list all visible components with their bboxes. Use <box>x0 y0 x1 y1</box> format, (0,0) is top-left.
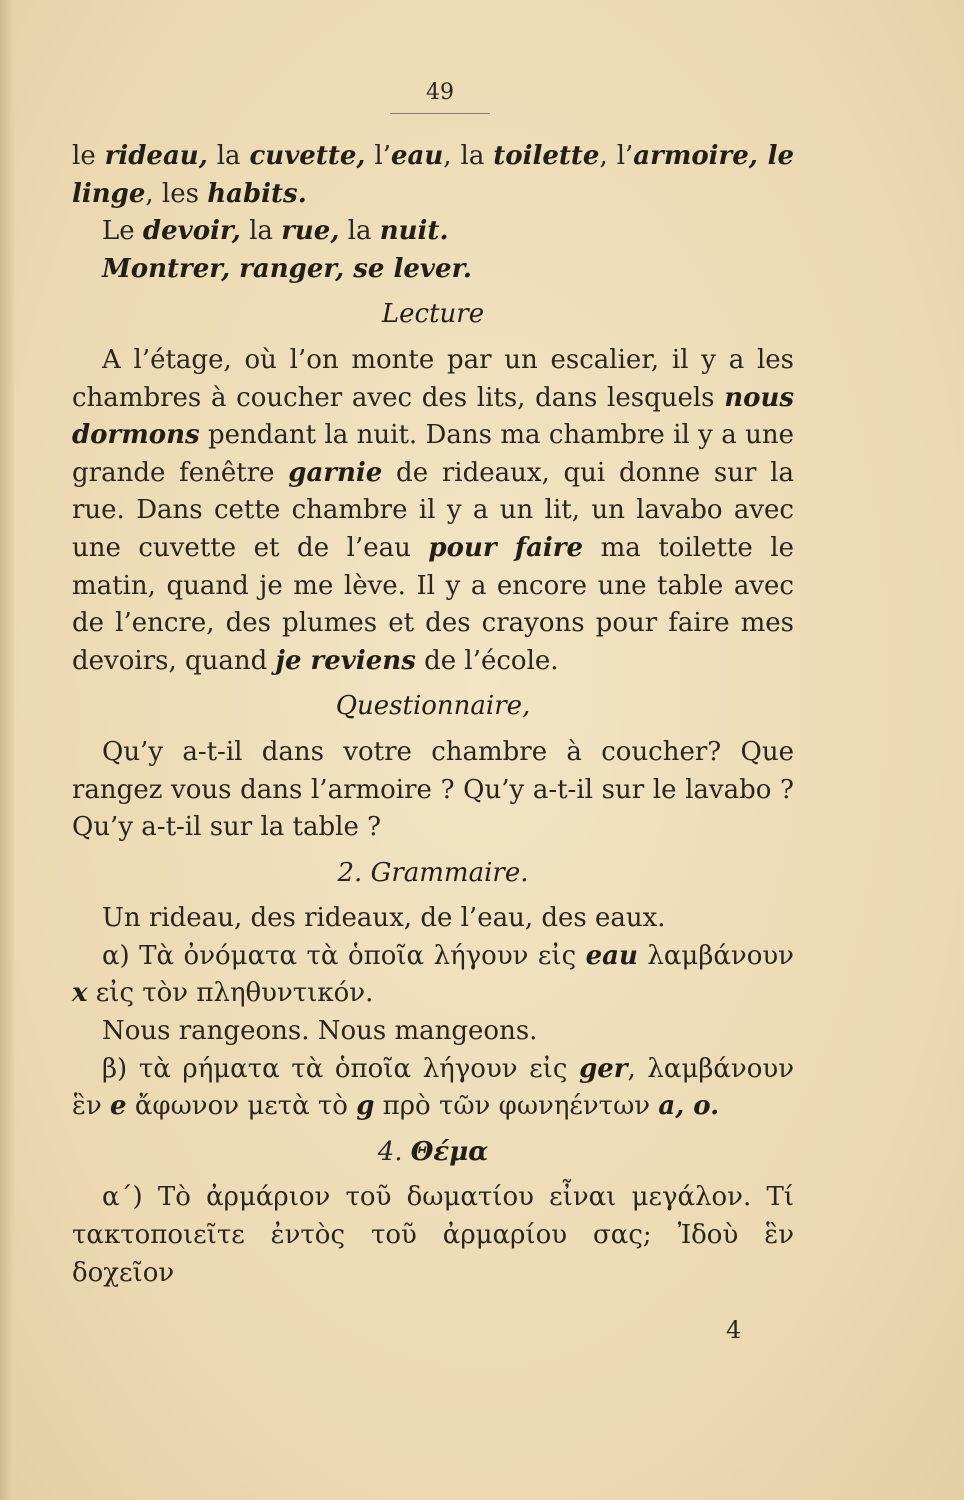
thema-number: 4. <box>377 1136 403 1167</box>
vocab-line-3: Montrer, ranger, se lever. <box>102 253 472 284</box>
grammar-rule-b: β) τὰ ρήματα τὰ ὁποῖα λήγουν εἰς ger, λαμβάνουν ἓν e ἄφωνον μετὰ τὸ g πρὸ τῶν φωνηέντων a, o. <box>72 1053 795 1122</box>
questionnaire-paragraph: Qu’y a-t-il dans votre chambre à coucher? Que rangez vous dans l’armoire ? Qu’y a-t-il sur le lavabo ? Qu’y a-t-il sur la table ? <box>72 736 794 843</box>
signature-mark: 4 <box>726 1316 742 1344</box>
page-number-rule <box>390 113 490 114</box>
lecture-paragraph: A l’étage, où l’on monte par un escalier, il y a les chambres à coucher avec des lits, dans lesquels nous dormons pendant la nuit. Dans ma chambre il y a une grande fenêtre garnie de rideaux, qui donne sur la rue. Dans cette chambre il y a un lit, un lavabo avec une cuvette et de l’eau pour faire ma toilette le matin, quand je me lève. Il y a encore une table avec de l’encre, des plumes et des crayons pour faire mes devoirs, quand je reviens de l’école. <box>72 344 794 676</box>
grammar-line-2: Nous rangeons. Nous mangeons. <box>102 1016 538 1047</box>
vocab-line-2: Le devoir, la rue, la nuit. <box>102 216 449 247</box>
page-text <box>72 138 794 1292</box>
grammaire-heading: 2. Grammaire. <box>337 857 529 888</box>
grammaire-number: 2. <box>337 857 363 888</box>
page-number: 49 <box>426 80 454 105</box>
lecture-title: Lecture <box>381 299 485 330</box>
grammar-line-1: Un rideau, des rideaux, de l’eau, des eaux. <box>102 903 666 934</box>
page-spine-shadow <box>0 0 14 1500</box>
questionnaire-title: Questionnaire, <box>335 691 531 722</box>
thema-heading: 4. Θέμα <box>377 1136 489 1167</box>
vocab-line-1: le rideau, la cuvette, l’eau, la toilette, l’armoire, le linge, les habits. <box>72 141 794 209</box>
grammar-rule-a: α) Τὰ ὀνόματα τὰ ὁποῖα λήγουν εἰς eau λαμβάνουν x εἰς τὸν πληθυντικόν. <box>72 940 794 1009</box>
thema-paragraph: α΄) Τὸ ἀρμάριον τοῦ δωματίου εἶναι μεγάλον. Τί τακτοποιεῖτε ἐντὸς τοῦ ἀρμαρίου σας; Ἰδοὺ ἓν δοχεῖον <box>72 1182 794 1288</box>
